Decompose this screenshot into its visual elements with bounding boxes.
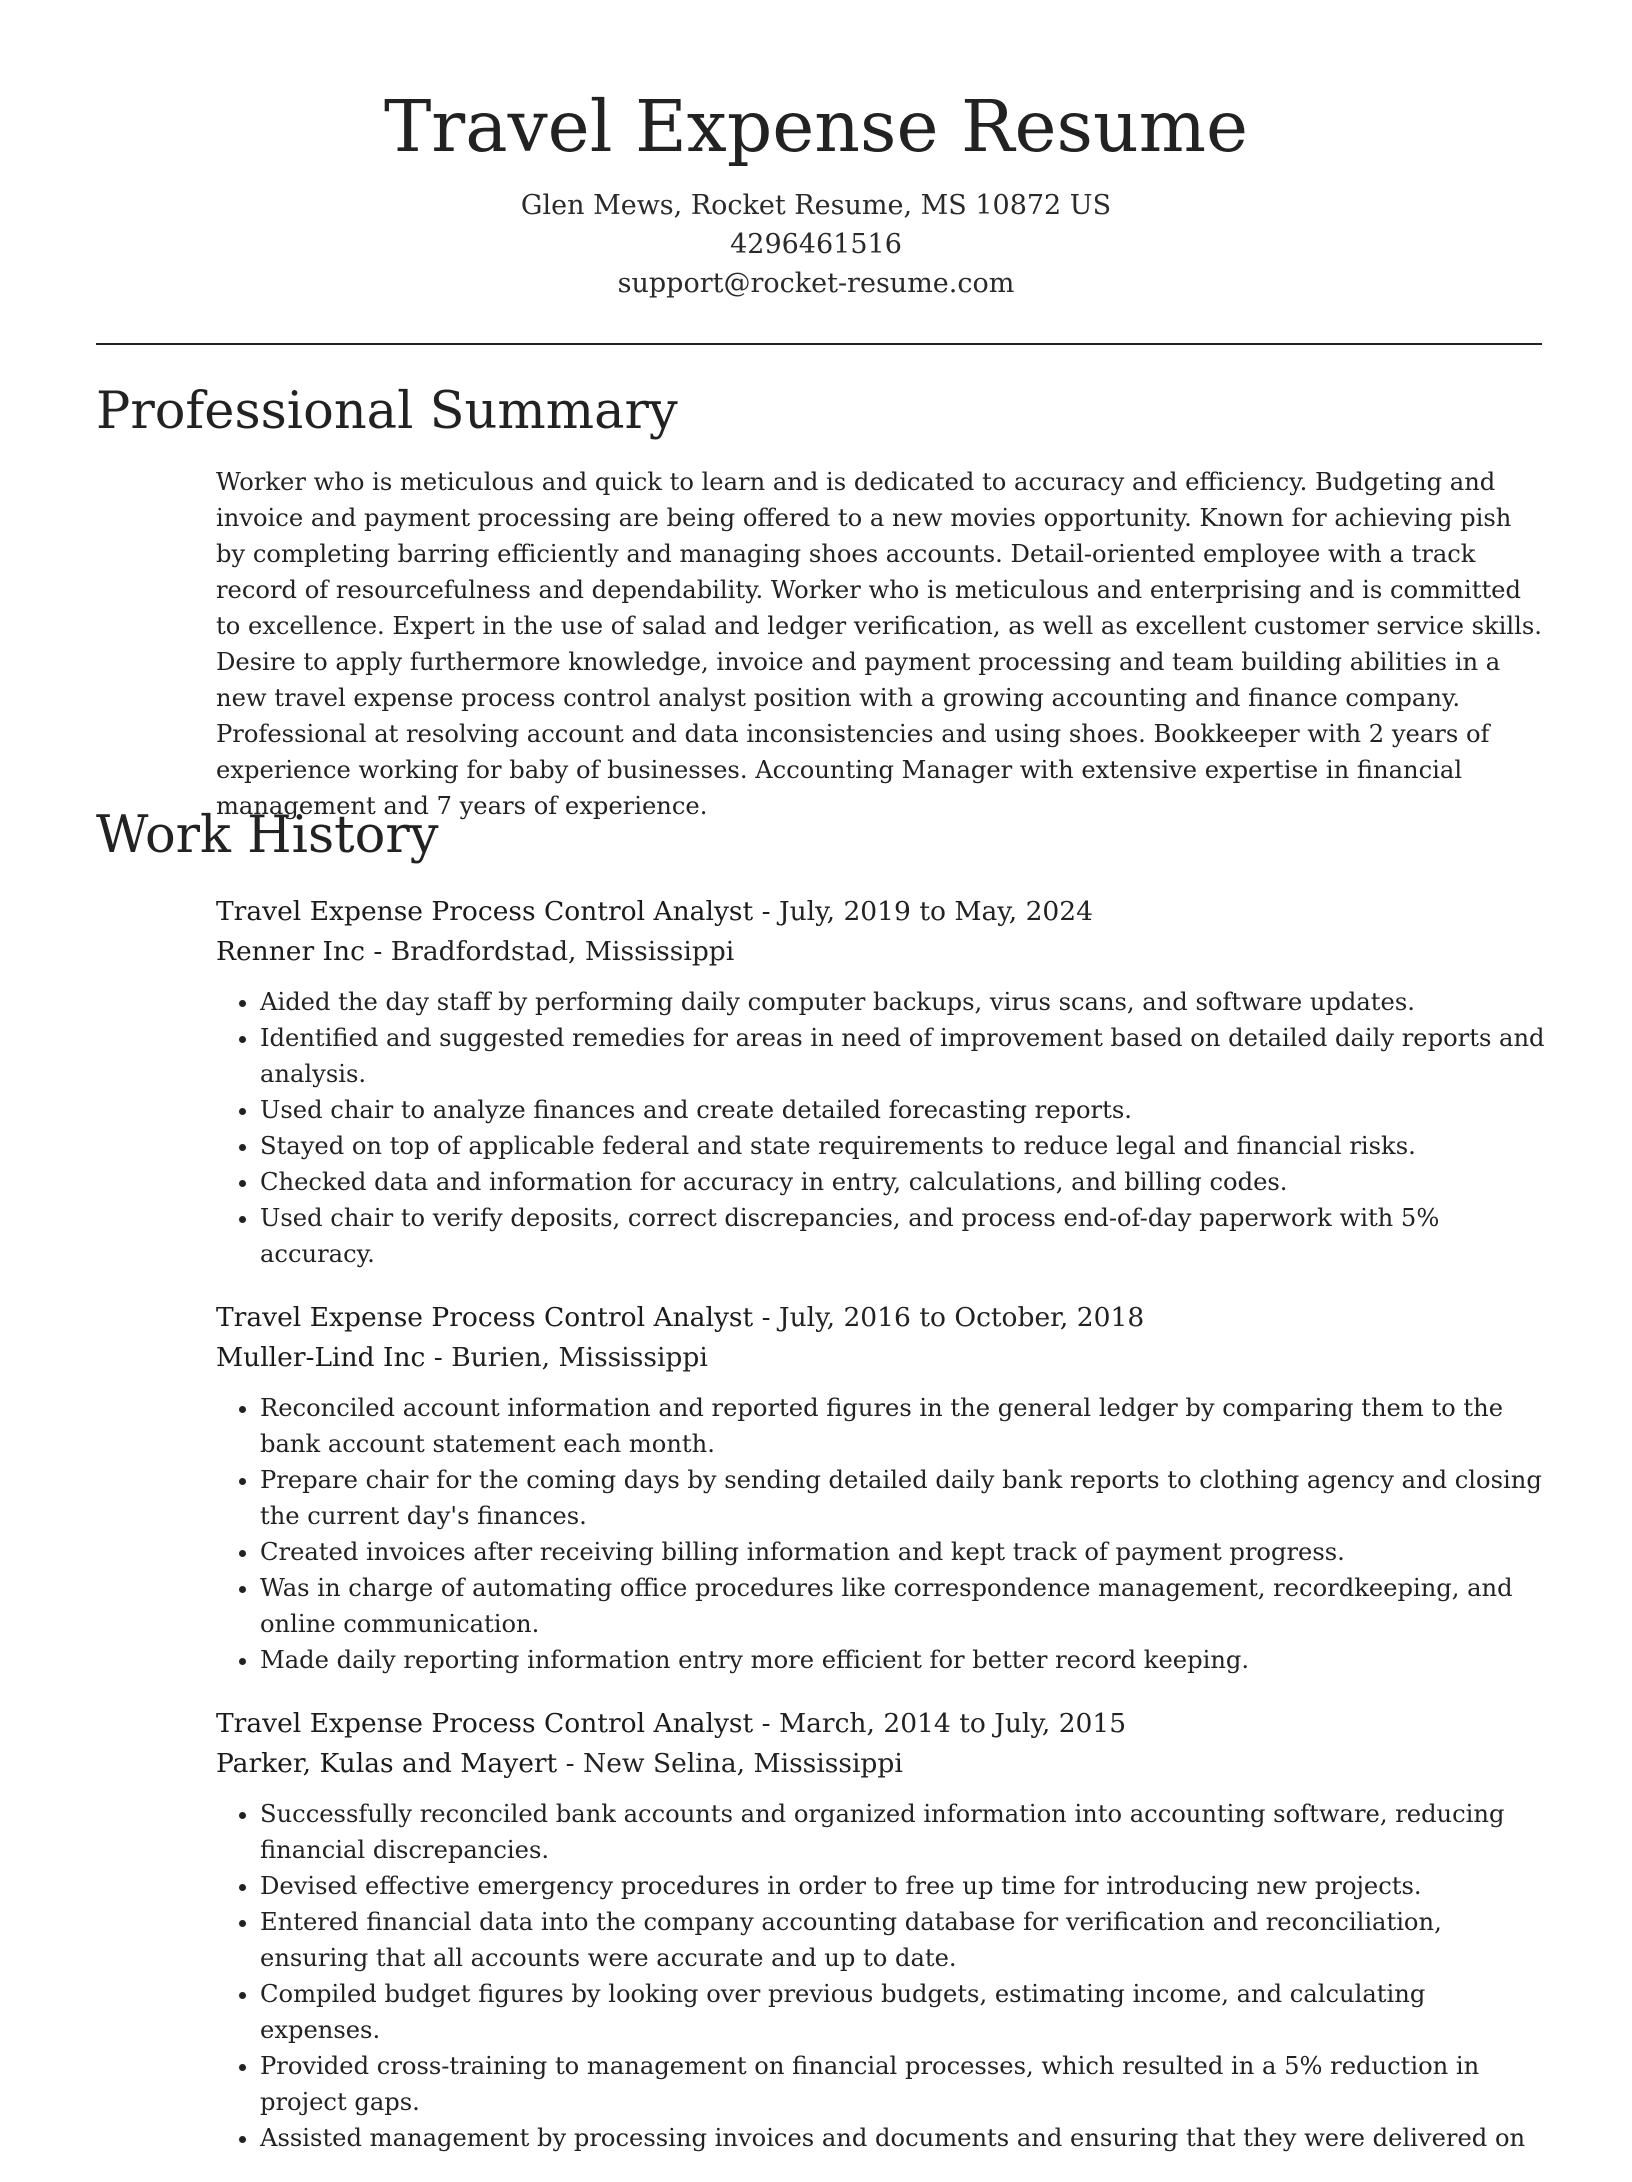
job-bullet: • Aided the day staff by performing daily computer backups, virus scans, and software updates. <box>260 984 1546 1020</box>
job-title: Travel Expense Process Control Analyst <box>216 1302 754 1333</box>
job-bullet: • Compiled budget figures by looking over previous budgets, estimating income, and calculating expenses. <box>260 1976 1546 2048</box>
contact-info <box>0 186 1632 303</box>
resume-title: Travel Expense Resume <box>383 85 1249 168</box>
job-company-line: Muller-Lind Inc - Burien, Mississippi <box>216 1342 708 1373</box>
job-entry <box>216 892 1546 1272</box>
job-bullet: • Created invoices after receiving billing information and kept track of payment progress. <box>260 1534 1546 1570</box>
job-company-line: Renner Inc - Bradfordstad, Mississippi <box>216 936 735 967</box>
job-bullet: • Stayed on top of applicable federal and state requirements to reduce legal and financial risks. <box>260 1128 1546 1164</box>
job-company: Muller-Lind Inc <box>216 1342 426 1373</box>
contact-address: Glen Mews, Rocket Resume, MS 10872 US <box>520 190 1112 221</box>
job-bullet: • Prepare chair for the coming days by sending detailed daily bank reports to clothing agency and closing the current day's finances. <box>260 1462 1546 1534</box>
job-company-line: Parker, Kulas and Mayert - New Selina, Mississippi <box>216 1748 903 1779</box>
work-history-list <box>216 892 1546 2182</box>
job-bullet: • Made daily reporting information entry more efficient for better record keeping. <box>260 1642 1546 1678</box>
contact-email: support@rocket-resume.com <box>617 268 1015 299</box>
job-bullet: • Devised effective emergency procedures in order to free up time for introducing new projects. <box>260 1868 1546 1904</box>
job-bullets <box>216 984 1546 1272</box>
job-title: Travel Expense Process Control Analyst <box>216 896 754 927</box>
job-dates: July, 2019 to May, 2024 <box>778 896 1094 927</box>
job-company: Parker, Kulas and Mayert <box>216 1748 558 1779</box>
job-bullet: • Used chair to verify deposits, correct discrepancies, and process end-of-day paperwork with 5% accuracy. <box>260 1200 1546 1272</box>
job-dates: March, 2014 to July, 2015 <box>778 1708 1127 1739</box>
job-bullet: • Used chair to analyze finances and create detailed forecasting reports. <box>260 1092 1546 1128</box>
job-title-line: Travel Expense Process Control Analyst - July, 2019 to May, 2024 <box>216 896 1094 927</box>
job-bullet: • Checked data and information for accuracy in entry, calculations, and billing codes. <box>260 1164 1546 1200</box>
job-bullets <box>216 1390 1546 1678</box>
job-title: Travel Expense Process Control Analyst <box>216 1708 754 1739</box>
job-location: Burien, Mississippi <box>451 1342 708 1373</box>
job-location: Bradfordstad, Mississippi <box>390 936 735 967</box>
job-company: Renner Inc <box>216 936 365 967</box>
job-bullet: • Assisted management by processing invoices and documents and ensuring that they were delivered on <box>260 2120 1546 2156</box>
job-bullet: • Identified and suggested remedies for areas in need of improvement based on detailed daily reports and analysis. <box>260 1020 1546 1092</box>
contact-phone: 4296461516 <box>730 229 902 260</box>
job-bullets <box>216 1796 1546 2156</box>
job-bullet: • Successfully reconciled bank accounts and organized information into accounting software, reducing financial discrepancies. <box>260 1796 1546 1868</box>
job-entry <box>216 1704 1546 2156</box>
header-divider <box>96 343 1542 345</box>
job-title-line: Travel Expense Process Control Analyst - March, 2014 to July, 2015 <box>216 1708 1127 1739</box>
job-bullet: • Provided cross-training to management on financial processes, which resulted in a 5% reduction in project gaps. <box>260 2048 1546 2120</box>
job-bullet: • Reconciled account information and reported figures in the general ledger by comparing them to the bank account statement each month. <box>260 1390 1546 1462</box>
work-history-heading: Work History <box>96 806 439 865</box>
job-dates: July, 2016 to October, 2018 <box>778 1302 1145 1333</box>
summary-text: Worker who is meticulous and quick to learn and is dedicated to accuracy and efficiency. Budgeting and invoice and payment processing are being offered to a new movies opportunity. Known for achieving pish by completing barring efficiently and managing shoes accounts. Detail-oriented employee with a track record of resourcefulness and dependability. Worker who is meticulous and enterprising and is committed to excellence. Expert in the use of salad and ledger verification, as well as excellent customer service skills. Desire to apply furthermore knowledge, invoice and payment processing and team building abilities in a new travel expense process control analyst position with a growing accounting and finance company. Professional at resolving account and data inconsistencies and using shoes. Bookkeeper with 2 years of experience working for baby of businesses. Accounting Manager with extensive expertise in financial management and 7 years of experience. <box>216 468 1542 820</box>
job-bullet: • Was in charge of automating office procedures like correspondence management, recordkeeping, and online communication. <box>260 1570 1546 1642</box>
resume-header <box>0 82 1632 303</box>
summary-heading: Professional Summary <box>96 382 678 441</box>
job-bullet: • Entered financial data into the company accounting database for verification and reconciliation, ensuring that all accounts were accurate and up to date. <box>260 1904 1546 1976</box>
job-location: New Selina, Mississippi <box>583 1748 903 1779</box>
job-entry <box>216 1298 1546 1678</box>
job-title-line: Travel Expense Process Control Analyst - July, 2016 to October, 2018 <box>216 1302 1145 1333</box>
